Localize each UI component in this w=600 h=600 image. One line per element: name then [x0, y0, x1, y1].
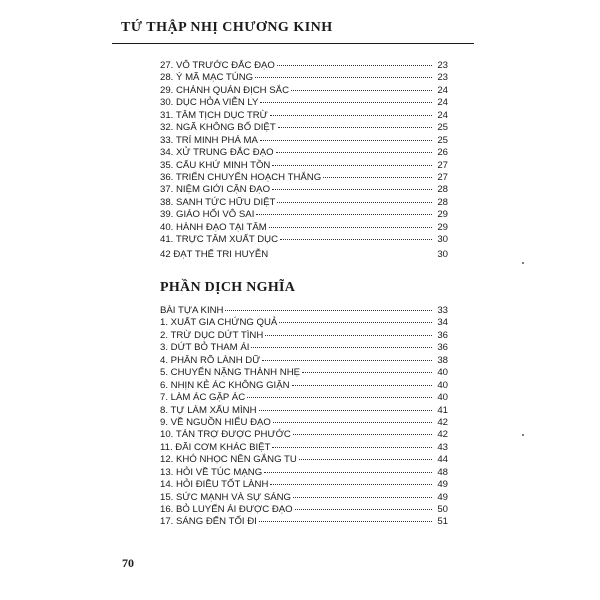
- toc-entry-title: 32. NGÃ KHÔNG BỐ DIỆT: [160, 122, 276, 134]
- toc-entry: [160, 85, 448, 97]
- toc-entry-page: 24: [437, 109, 448, 121]
- toc-entry-title: 29. CHÁNH QUÁN ĐỊCH SẮC: [160, 84, 290, 96]
- toc-entry-title: 4. PHÂN RÕ LÀNH DỮ: [160, 354, 261, 366]
- toc-entry-page: 49: [437, 491, 448, 503]
- toc-entry: [160, 234, 448, 246]
- toc-entry-page: 29: [437, 209, 448, 221]
- toc-dot-leader: [259, 520, 432, 522]
- toc-dot-leader: [272, 446, 432, 448]
- toc-entry-page: 42: [437, 416, 448, 428]
- toc-entry-title: 17. SÁNG ĐẾN TỐI ĐI: [160, 516, 257, 528]
- toc-entry-title: 34. XỬ TRUNG ĐẮC ĐẠO: [160, 147, 274, 159]
- toc-entry-page: 33: [437, 305, 448, 316]
- toc-entry: [160, 122, 448, 134]
- toc-entry-page: 36: [437, 342, 448, 354]
- toc-entry-page: 36: [437, 329, 448, 341]
- toc-dot-leader: [262, 359, 432, 361]
- running-header-title: TỨ THẬP NHỊ CHƯƠNG KINH: [121, 20, 333, 35]
- toc-entry-title: 8. TỰ LÀM XẤU MÌNH: [160, 404, 257, 416]
- toc-entry: [160, 429, 448, 441]
- toc-entry-title: 5. CHUYỂN NẶNG THÀNH NHẸ: [160, 367, 301, 379]
- toc-dot-leader: [264, 471, 432, 473]
- toc-entry-title: 41. TRỰC TÂM XUẤT DỤC: [160, 234, 279, 246]
- toc-entry: [160, 197, 448, 209]
- toc-entry: [160, 342, 448, 354]
- toc-entry: [160, 72, 448, 84]
- toc-dot-leader: [293, 433, 432, 435]
- toc-dot-leader: [291, 89, 432, 91]
- toc-list-part2: [160, 305, 448, 529]
- toc-entry: [160, 380, 448, 392]
- toc-entry: [160, 367, 448, 379]
- toc-entry-page: 29: [437, 221, 448, 233]
- toc-dot-leader: [273, 421, 432, 423]
- toc-entry-page: 27: [437, 171, 448, 183]
- toc-entry-title: 30. DỤC HỎA VIỄN LY: [160, 97, 259, 109]
- toc-entry-page: 48: [437, 466, 448, 478]
- toc-entry-title: 36. TRIỂN CHUYỂN HOẠCH THẮNG: [160, 171, 322, 183]
- toc-entry-title: 13. HỎI VỀ TÚC MẠNG: [160, 466, 263, 478]
- toc-entry: [160, 209, 448, 221]
- toc-entry: [160, 222, 448, 234]
- toc-entry-title: 1. XUẤT GIA CHỨNG QUẢ: [160, 317, 278, 329]
- toc-dot-leader: [280, 238, 432, 240]
- toc-dot-leader: [302, 371, 432, 373]
- toc-dot-leader: [278, 126, 432, 128]
- toc-entry-title: 33. TRÍ MINH PHÁ MA: [160, 134, 258, 146]
- toc-entry: [160, 504, 448, 516]
- toc-entry-title: 12. KHÓ NHỌC NÊN GẮNG TU: [160, 454, 297, 466]
- toc-dot-leader: [259, 409, 432, 411]
- toc-dot-leader: [256, 213, 432, 215]
- toc-entry: [160, 479, 448, 491]
- toc-entry-page: 23: [437, 72, 448, 84]
- toc-entry-page: 50: [437, 504, 448, 515]
- toc-entry: [160, 110, 448, 122]
- toc-entry: [160, 417, 448, 429]
- toc-entry-page: 34: [437, 317, 448, 329]
- print-speck: [522, 262, 524, 264]
- toc-entry: [160, 249, 448, 261]
- toc-dot-leader: [255, 76, 432, 78]
- toc-entry-page: 23: [437, 60, 448, 71]
- toc-entry-title: 16. BỎ LUYẾN ÁI ĐƯỢC ĐẠO: [160, 504, 293, 515]
- toc-dot-leader: [269, 226, 432, 228]
- header-rule: [112, 43, 474, 44]
- toc-entry-title: 10. TÁN TRỢ ĐƯỢC PHƯỚC: [160, 429, 291, 441]
- toc-entry-title: 42 ĐẠT THẾ TRI HUYỄN: [160, 248, 269, 260]
- toc-entry-page: 26: [437, 147, 448, 159]
- toc-entry-page: 40: [437, 367, 448, 379]
- page-number: 70: [122, 556, 134, 570]
- toc-entry-page: 28: [437, 184, 448, 196]
- toc-dot-leader: [270, 483, 432, 485]
- toc-entry-page: 27: [437, 159, 448, 171]
- toc-entry-title: 35. CẤU KHỨ MINH TỒN: [160, 159, 271, 171]
- toc-entry-title: 27. VÔ TRƯỚC ĐẮC ĐẠO: [160, 60, 275, 71]
- toc-entry-page: 43: [437, 441, 448, 453]
- toc-entry-title: BÀI TỰA KINH: [160, 305, 224, 316]
- toc-entry-page: 24: [437, 97, 448, 109]
- toc-dot-leader: [247, 396, 432, 398]
- toc-entry-title: 14. HỎI ĐIỀU TỐT LÀNH: [160, 479, 269, 491]
- toc-dot-leader: [279, 321, 432, 323]
- toc-entry-title: 3. DỨT BỎ THAM ÁI: [160, 342, 250, 354]
- toc-dot-leader: [293, 496, 432, 498]
- toc-entry-page: 51: [437, 516, 448, 528]
- toc-dot-leader: [295, 508, 432, 510]
- toc-entry-title: 39. GIÁO HỐI VÔ SAI: [160, 209, 255, 221]
- toc-entry-title: 2. TRỪ DỤC DỨT TÌNH: [160, 329, 264, 341]
- toc-entry: [160, 317, 448, 329]
- toc-entry: [160, 405, 448, 417]
- toc-entry-title: 9. VỀ NGUỒN HIỂU ĐẠO: [160, 416, 271, 428]
- toc-dot-leader: [272, 164, 432, 166]
- toc-entry-title: 31. TÂM TỊCH DỤC TRỪ: [160, 109, 268, 121]
- toc-dot-leader: [276, 151, 432, 153]
- toc-entry: [160, 160, 448, 172]
- toc-entry-title: 37. NIỆM GIỚI CẬN ĐẠO: [160, 184, 271, 196]
- toc-entry-page: 25: [437, 122, 448, 134]
- toc-entry-page: 25: [437, 134, 448, 146]
- toc-entry: [160, 135, 448, 147]
- toc-entry-page: 38: [437, 354, 448, 366]
- toc-entry: [160, 467, 448, 479]
- toc-dot-leader: [225, 309, 432, 311]
- toc-entry-page: 24: [437, 84, 448, 96]
- toc-dot-leader: [299, 458, 432, 460]
- toc-entry-page: 42: [437, 429, 448, 441]
- toc-dot-leader: [277, 201, 432, 203]
- toc-entry-title: 28. Ý MÃ MẠC TÚNG: [160, 72, 254, 84]
- section-heading: PHẦN DỊCH NGHĨA: [160, 280, 296, 295]
- toc-entry-title: 6. NHỊN KẺ ÁC KHÔNG GIẬN: [160, 379, 290, 391]
- toc-entry: [160, 305, 448, 317]
- toc-dot-leader: [292, 384, 432, 386]
- toc-entry-page: 40: [437, 392, 448, 404]
- toc-dot-leader: [270, 114, 432, 116]
- toc-dot-leader: [260, 101, 432, 103]
- toc-entry: [160, 454, 448, 466]
- toc-dot-leader: [251, 346, 432, 348]
- toc-entry: [160, 492, 448, 504]
- toc-entry-page: 41: [437, 404, 448, 416]
- toc-entry: [160, 147, 448, 159]
- toc-entry-page: 44: [437, 454, 448, 466]
- toc-dot-leader: [260, 139, 432, 141]
- toc-entry-title: 11. ĐÃI CƠM KHÁC BIỆT: [160, 441, 271, 453]
- toc-entry: [160, 330, 448, 342]
- toc-dot-leader: [270, 254, 432, 255]
- toc-entry-page: 49: [437, 479, 448, 491]
- toc-entry-page: 30: [437, 234, 448, 246]
- toc-entry: [160, 355, 448, 367]
- toc-entry: [160, 442, 448, 454]
- toc-list-part1: [160, 60, 448, 261]
- toc-entry-title: 7. LÀM ÁC GẶP ÁC: [160, 392, 246, 404]
- toc-entry-page: 30: [437, 248, 448, 260]
- toc-entry-title: 38. SANH TỨC HỮU DIỆT: [160, 196, 276, 208]
- toc-entry-title: 15. SỨC MẠNH VÀ SỰ SÁNG: [160, 491, 292, 503]
- toc-entry: [160, 172, 448, 184]
- toc-entry: [160, 184, 448, 196]
- toc-entry-title: 40. HÀNH ĐẠO TẠI TÂM: [160, 221, 267, 233]
- toc-entry-page: 40: [437, 379, 448, 391]
- toc-entry: [160, 516, 448, 528]
- toc-dot-leader: [265, 334, 432, 336]
- toc-entry: [160, 60, 448, 72]
- toc-dot-leader: [323, 176, 432, 178]
- toc-entry: [160, 97, 448, 109]
- toc-dot-leader: [272, 188, 432, 190]
- print-speck: [522, 434, 524, 436]
- toc-entry-page: 28: [437, 196, 448, 208]
- toc-dot-leader: [277, 64, 432, 66]
- toc-entry: [160, 392, 448, 404]
